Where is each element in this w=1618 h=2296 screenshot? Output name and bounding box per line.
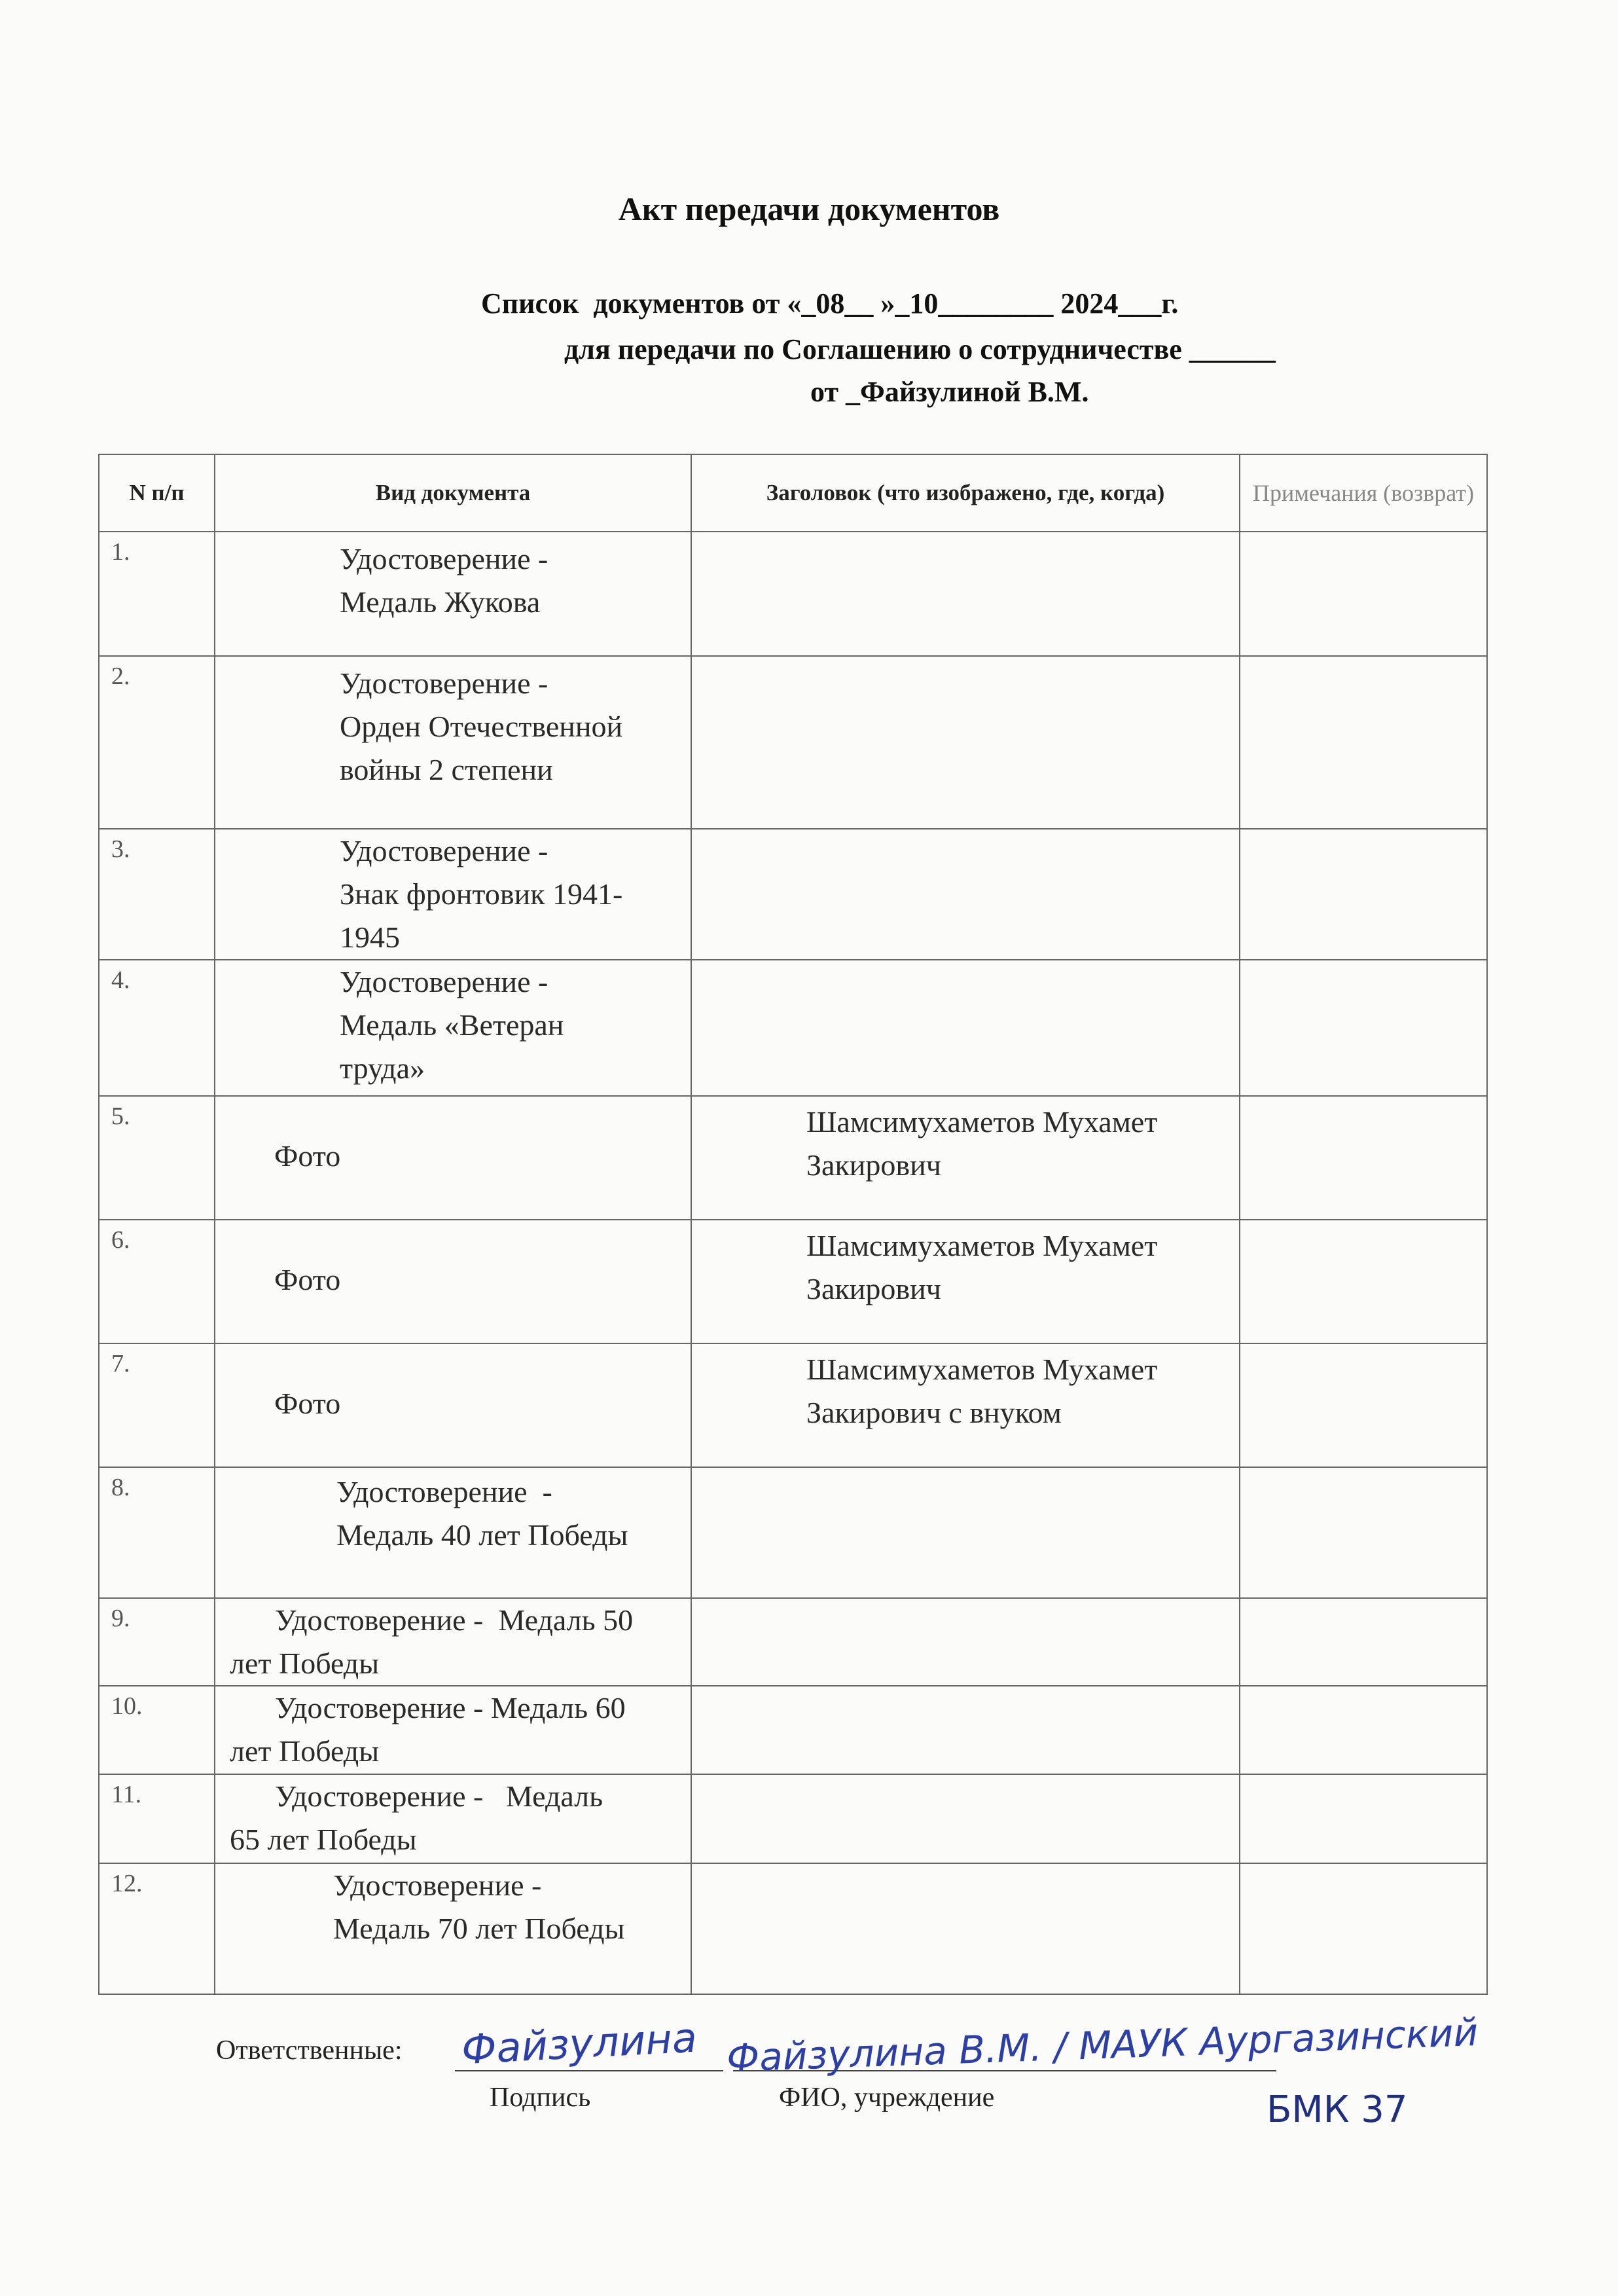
agreement-line: для передачи по Соглашению о сотрудничестве ______ (564, 333, 1276, 365)
page-title: Акт передачи документов (618, 191, 1000, 227)
col-header-type: Вид документа (215, 454, 691, 532)
row-num: 6. (99, 1220, 215, 1343)
row-type: Фото (274, 1263, 341, 1296)
row-num: 4. (99, 960, 215, 1096)
row-title-cell (691, 1096, 1240, 1220)
row-title-cell (691, 1686, 1240, 1774)
table-row (99, 1686, 1487, 1774)
row-note-cell (1240, 1220, 1487, 1343)
row-type-cell (215, 1863, 691, 1994)
col-header-note: Примечания (возврат) (1240, 454, 1487, 532)
row-note-cell (1240, 656, 1487, 829)
row-type-cell (215, 1686, 691, 1774)
row-type: Удостоверение - Медаль Жукова (340, 542, 548, 619)
from-line: от _Файзулиной В.М. (810, 376, 1089, 408)
row-title-cell (691, 532, 1240, 656)
row-type-cell (215, 1220, 691, 1343)
row-note-cell (1240, 1686, 1487, 1774)
col-header-num: N п/п (99, 454, 215, 532)
row-type-cell (215, 960, 691, 1096)
row-num: 12. (99, 1863, 215, 1994)
row-title: Шамсимухаметов Мухамет Закирович с внуком (806, 1353, 1158, 1429)
row-title-cell (691, 1220, 1240, 1343)
row-note-cell (1240, 1096, 1487, 1220)
row-type: Удостоверение - Орден Отечественной войны 2 степени (340, 666, 623, 786)
row-type: Удостоверение - Медаль 60 лет Победы (230, 1691, 626, 1768)
responsible-label: Ответственные: (216, 2035, 403, 2066)
row-note-cell (1240, 1598, 1487, 1686)
row-title-cell (691, 1598, 1240, 1686)
row-type-cell (215, 1598, 691, 1686)
row-num: 3. (99, 829, 215, 960)
row-type: Удостоверение - Медаль 50 лет Победы (230, 1603, 634, 1680)
row-title: Шамсимухаметов Мухамет Закирович (806, 1229, 1158, 1305)
row-type: Удостоверение - Медаль 65 лет Победы (230, 1779, 603, 1856)
table-row (99, 532, 1487, 656)
row-note-cell (1240, 829, 1487, 960)
row-num: 7. (99, 1343, 215, 1467)
row-type: Удостоверение - Медаль 70 лет Победы (333, 1868, 625, 1945)
table-row (99, 1220, 1487, 1343)
row-note-cell (1240, 532, 1487, 656)
row-note-cell (1240, 960, 1487, 1096)
row-type-cell (215, 532, 691, 656)
table-row (99, 1343, 1487, 1467)
handwritten-signature: Файзулина (460, 2013, 698, 2074)
row-type-cell (215, 1343, 691, 1467)
handwritten-fio: Файзулина В.М. / МАУК Аургазинский (726, 2009, 1479, 2081)
table-row (99, 1096, 1487, 1220)
row-title-cell (691, 960, 1240, 1096)
table-row (99, 1774, 1487, 1863)
row-title-cell (691, 1774, 1240, 1863)
row-title-cell (691, 1863, 1240, 1994)
row-note-cell (1240, 1774, 1487, 1863)
row-type: Фото (274, 1387, 341, 1420)
row-note-cell (1240, 1343, 1487, 1467)
row-title-cell (691, 1343, 1240, 1467)
row-type-cell (215, 1774, 691, 1863)
row-type-cell (215, 1096, 691, 1220)
row-note-cell (1240, 1467, 1487, 1598)
table-row (99, 1598, 1487, 1686)
row-type-cell (215, 656, 691, 829)
table-header-row (99, 454, 1487, 532)
row-num: 9. (99, 1598, 215, 1686)
list-date-line: Список документов от «_08__ »_10________ 2024___г. (481, 287, 1179, 319)
table-row (99, 829, 1487, 960)
row-type: Фото (274, 1139, 341, 1173)
row-type: Удостоверение - Медаль 40 лет Победы (336, 1475, 628, 1552)
row-num: 8. (99, 1467, 215, 1598)
handwritten-extra: БМК 37 (1267, 2088, 1408, 2131)
row-num: 1. (99, 532, 215, 656)
row-title-cell (691, 1467, 1240, 1598)
table-row (99, 1467, 1487, 1598)
row-num: 11. (99, 1774, 215, 1863)
row-type-cell (215, 829, 691, 960)
table-row (99, 656, 1487, 829)
fio-caption: ФИО, учреждение (779, 2083, 995, 2113)
row-num: 5. (99, 1096, 215, 1220)
row-num: 2. (99, 656, 215, 829)
row-title-cell (691, 829, 1240, 960)
col-header-title: Заголовок (что изображено, где, когда) (691, 454, 1240, 532)
documents-table (98, 454, 1488, 1995)
table-row (99, 960, 1487, 1096)
row-title: Шамсимухаметов Мухамет Закирович (806, 1105, 1158, 1182)
table-row (99, 1863, 1487, 1994)
row-type-cell (215, 1467, 691, 1598)
row-type: Удостоверение - Знак фронтовик 1941- 1945 (340, 834, 623, 954)
row-type: Удостоверение - Медаль «Ветеран труда» (340, 965, 564, 1085)
signature-caption: Подпись (490, 2083, 591, 2113)
row-title-cell (691, 656, 1240, 829)
row-num: 10. (99, 1686, 215, 1774)
row-note-cell (1240, 1863, 1487, 1994)
